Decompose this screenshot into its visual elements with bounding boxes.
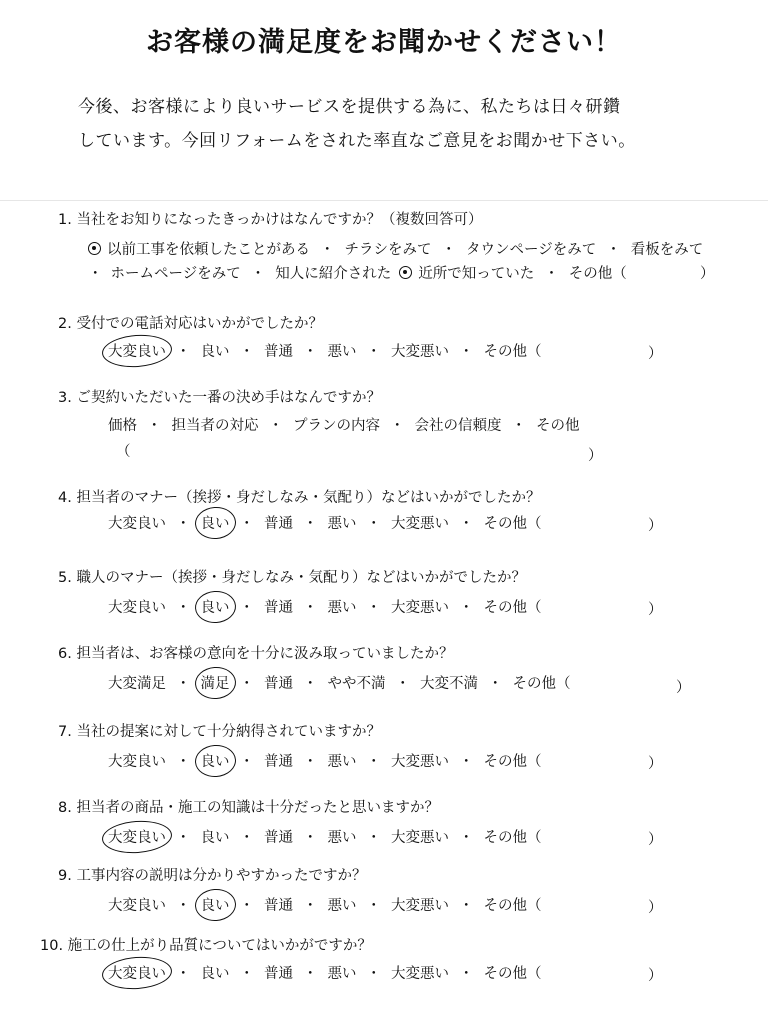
option-item[interactable]: 大変良い — [108, 516, 166, 532]
q5-options: 大変良い ・ 良い ・ 普通 ・ 悪い ・ 大変悪い ・ その他（ — [108, 596, 542, 617]
option-item[interactable]: 悪い — [327, 344, 357, 360]
question-text: 担当者のマナー（挨拶・身だしなみ・気配り）などはいかがでしたか？ — [76, 490, 541, 506]
q5-close-paren: ） — [648, 602, 663, 618]
option-item[interactable]: 大変悪い — [391, 516, 449, 532]
option-item[interactable]: 大変悪い — [391, 344, 449, 360]
option-item[interactable]: 大変良い — [108, 754, 166, 770]
q6-close-paren: ） — [676, 680, 691, 696]
option-item[interactable]: 大変悪い — [391, 966, 449, 982]
option-item[interactable]: 普通 — [264, 344, 293, 360]
q7-options: 大変良い ・ 良い ・ 普通 ・ 悪い ・ 大変悪い ・ その他（ — [108, 750, 542, 771]
option-item[interactable]: その他（ — [483, 830, 542, 846]
q6-options: 大変満足 ・ 満足 ・ 普通 ・ やや不満 ・ 大変不満 ・ その他（ — [108, 672, 571, 693]
option-item[interactable]: 良い — [200, 966, 230, 982]
option-item[interactable]: プランの内容 — [293, 418, 380, 434]
q1-close-paren: ） — [700, 266, 715, 282]
q9-options: 大変良い ・ 良い ・ 普通 ・ 悪い ・ 大変悪い ・ その他（ — [108, 894, 542, 915]
q10-close-paren: ） — [648, 968, 663, 984]
option-selected[interactable]: 大変良い — [108, 826, 166, 847]
option-item[interactable]: 悪い — [327, 516, 357, 532]
q8-options: 大変良い ・ 良い ・ 普通 ・ 悪い ・ 大変悪い ・ その他（ — [108, 826, 542, 847]
option-item[interactable]: 大変悪い — [391, 830, 449, 846]
option-item[interactable]: その他（ — [483, 344, 542, 360]
option-item[interactable]: 大変悪い — [391, 754, 449, 770]
option-item[interactable]: タウンページをみて — [466, 242, 597, 258]
question-text: ご契約いただいた一番の決め手はなんですか？ — [76, 390, 381, 406]
question-text: 施工の仕上がり品質についてはいかがですか？ — [67, 938, 372, 954]
question-10: 10. 施工の仕上がり品質についてはいかがですか？ — [40, 938, 372, 954]
q2-options: 大変良い ・ 良い ・ 普通 ・ 悪い ・ 大変悪い ・ その他（ — [108, 340, 542, 361]
question-9: 9. 工事内容の説明は分かりやすかったですか？ — [58, 868, 367, 884]
q9-close-paren: ） — [648, 900, 663, 916]
question-1 — [58, 208, 482, 229]
option-item[interactable]: ホームページをみて — [110, 266, 241, 282]
option-item[interactable]: 以前工事を依頼したことがある — [88, 238, 310, 259]
q8-close-paren: ） — [648, 832, 663, 848]
option-item[interactable]: 悪い — [327, 898, 357, 914]
intro-line-2: しています。今回リフォームをされた率直なご意見をお聞かせ下さい。 — [78, 131, 636, 151]
option-item[interactable]: 悪い — [327, 754, 357, 770]
option-item[interactable]: その他 — [536, 418, 580, 434]
page-title: お客様の満足度をお聞かせください！ — [146, 27, 622, 58]
option-item[interactable]: 大変良い — [108, 600, 166, 616]
selected-mark-icon — [88, 242, 101, 255]
option-item[interactable]: 悪い — [327, 600, 357, 616]
question-text: 担当者は、お客様の意向を十分に汲み取っていましたか？ — [76, 646, 454, 662]
question-8: 8. 担当者の商品・施工の知識は十分だったと思いますか？ — [58, 800, 439, 816]
question-text: 担当者の商品・施工の知識は十分だったと思いますか？ — [76, 800, 439, 816]
option-item[interactable]: 普通 — [264, 676, 293, 692]
question-text: 当社の提案に対して十分納得されていますか？ — [76, 724, 381, 740]
option-item[interactable]: 悪い — [327, 830, 357, 846]
selected-mark-icon — [399, 266, 412, 279]
q3-open-paren: （ — [116, 444, 131, 460]
question-7: 7. 当社の提案に対して十分納得されていますか？ — [58, 724, 381, 740]
q3-close-paren: ） — [588, 448, 603, 464]
option-item[interactable]: その他（ — [483, 898, 542, 914]
option-item[interactable]: 大変良い — [108, 898, 166, 914]
section-divider — [0, 200, 768, 201]
question-6: 6. 担当者は、お客様の意向を十分に汲み取っていましたか？ — [58, 646, 454, 662]
option-selected[interactable]: 満足 — [201, 672, 230, 693]
option-item[interactable]: その他（ — [568, 266, 627, 282]
option-item[interactable]: 会社の信頼度 — [414, 418, 502, 434]
option-selected[interactable]: 良い — [201, 596, 230, 617]
option-selected[interactable]: 良い — [201, 750, 230, 771]
option-selected[interactable]: 大変良い — [108, 340, 166, 361]
q1-options-line-2: ・ ホームページをみて ・ 知人に紹介された 近所で知っていた ・ その他（ — [88, 262, 627, 283]
question-text: 職人のマナー（挨拶・身だしなみ・気配り）などはいかがでしたか？ — [76, 570, 526, 586]
option-item[interactable]: 普通 — [264, 830, 293, 846]
option-item[interactable]: 価格 — [108, 418, 137, 434]
q1-options-line-1: 以前工事を依頼したことがある ・ チラシをみて ・ タウンページをみて ・ 看板をみて — [88, 238, 703, 259]
option-item[interactable]: 普通 — [264, 898, 293, 914]
option-item[interactable]: 普通 — [264, 754, 293, 770]
option-selected[interactable]: 大変良い — [108, 962, 166, 983]
option-item[interactable]: 普通 — [264, 600, 293, 616]
q4-options: 大変良い ・ 良い ・ 普通 ・ 悪い ・ 大変悪い ・ その他（ — [108, 512, 542, 533]
option-item[interactable]: 担当者の対応 — [171, 418, 259, 434]
option-item[interactable]: チラシをみて — [344, 242, 432, 258]
option-item[interactable]: その他（ — [512, 676, 571, 692]
intro-line-1: 今後、お客様により良いサービスを提供する為に、私たちは日々研鑽 — [78, 97, 621, 117]
question-text: 工事内容の説明は分かりやすかったですか？ — [76, 868, 367, 884]
option-item[interactable]: 悪い — [327, 966, 357, 982]
option-item[interactable]: 知人に紹介された — [275, 266, 392, 282]
question-text: 受付での電話対応はいかがでしたか？ — [76, 316, 323, 332]
question-3: 3. ご契約いただいた一番の決め手はなんですか？ — [58, 390, 381, 406]
option-item[interactable]: やや不満 — [327, 676, 386, 692]
option-item[interactable]: 良い — [200, 830, 230, 846]
q10-options: 大変良い ・ 良い ・ 普通 ・ 悪い ・ 大変悪い ・ その他（ — [108, 962, 542, 983]
question-text: 当社をお知りになったきっかけはなんですか？（複数回答可） — [76, 212, 483, 228]
question-5: 5. 職人のマナー（挨拶・身だしなみ・気配り）などはいかがでしたか？ — [58, 570, 526, 586]
q4-close-paren: ） — [648, 518, 663, 534]
option-item[interactable]: 看板をみて — [630, 242, 704, 258]
question-2: 2. 受付での電話対応はいかがでしたか？ — [58, 316, 323, 332]
option-item[interactable]: 普通 — [264, 516, 293, 532]
option-item[interactable]: 良い — [200, 344, 230, 360]
q2-close-paren: ） — [648, 346, 663, 362]
option-item[interactable]: その他（ — [483, 966, 542, 982]
q7-close-paren: ） — [648, 756, 663, 772]
option-item[interactable]: その他（ — [483, 754, 542, 770]
question-4: 4. 担当者のマナー（挨拶・身だしなみ・気配り）などはいかがでしたか？ — [58, 490, 541, 506]
option-item[interactable]: 普通 — [264, 966, 293, 982]
option-item[interactable]: その他（ — [483, 600, 542, 616]
option-item[interactable]: 近所で知っていた — [399, 262, 534, 283]
option-selected[interactable]: 良い — [201, 894, 230, 915]
option-item[interactable]: 大変不満 — [420, 676, 478, 692]
option-item[interactable]: その他（ — [483, 516, 542, 532]
option-item[interactable]: 大変悪い — [391, 600, 449, 616]
question-number: 1. — [58, 212, 72, 228]
option-selected[interactable]: 良い — [201, 512, 230, 533]
option-item[interactable]: 大変悪い — [391, 898, 449, 914]
option-item[interactable]: 大変満足 — [108, 676, 166, 692]
q3-options: 価格 ・ 担当者の対応 ・ プランの内容 ・ 会社の信頼度 ・ その他 — [108, 414, 580, 435]
